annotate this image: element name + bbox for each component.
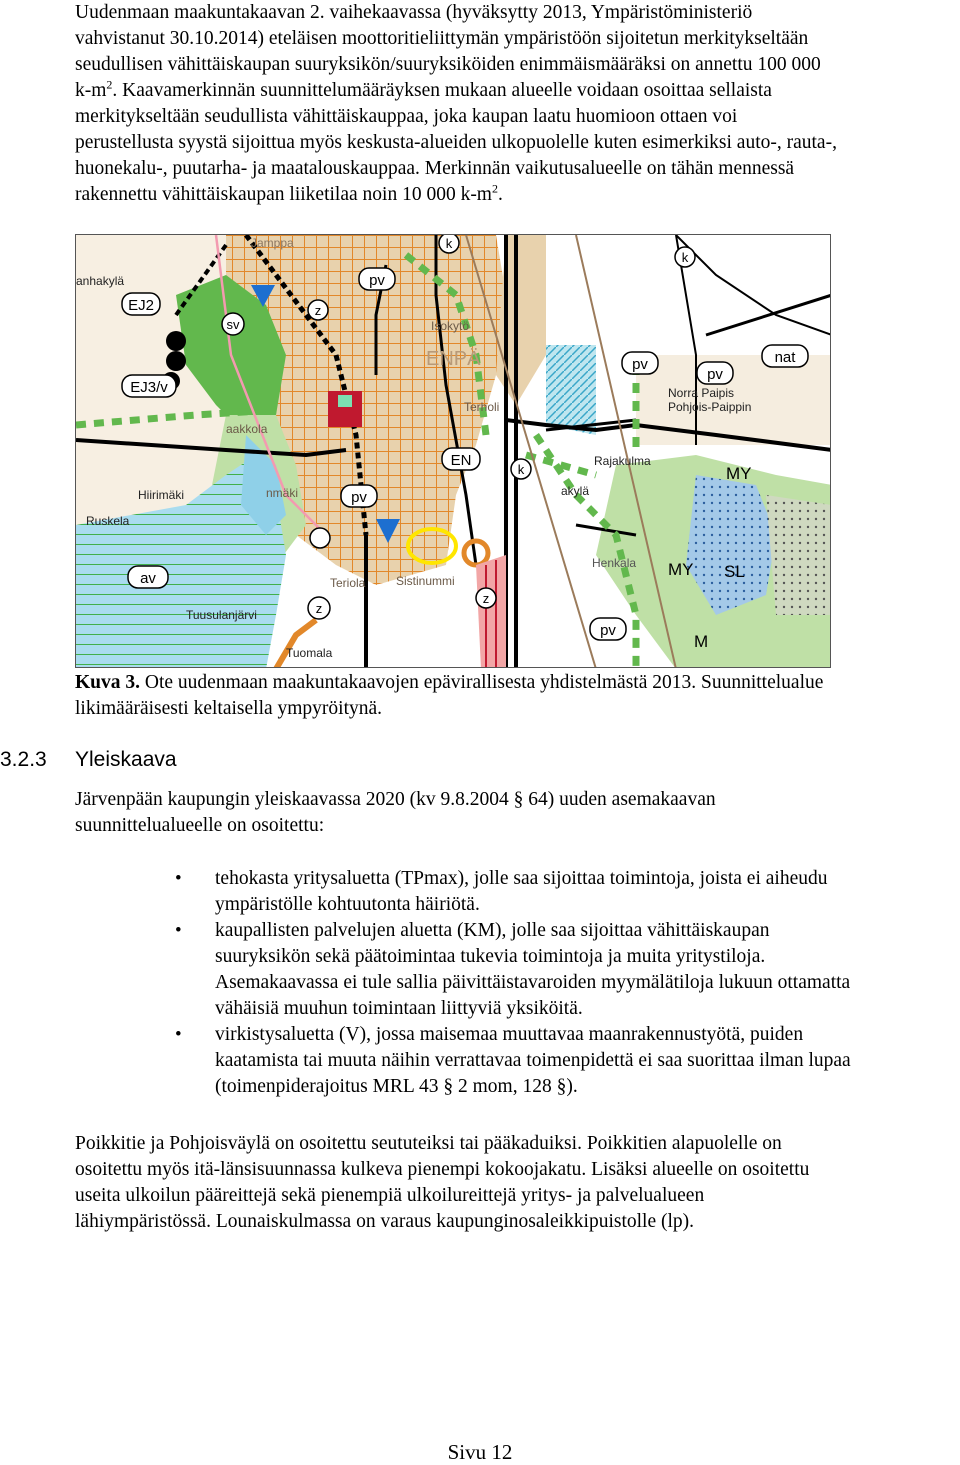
- list-item: [175, 1022, 960, 1100]
- page-number: Sivu 12: [447, 1440, 513, 1464]
- intro-line: vahvistanut 30.10.2014) eteläisen moottoritieliittymän ympäristöön sijoitetun merkitykseltään: [75, 28, 809, 49]
- map-place-label: Isokytö: [431, 319, 470, 333]
- bullet-marker: •: [175, 920, 182, 941]
- regional-plan-map: [75, 234, 831, 668]
- map-label: pv: [351, 489, 367, 506]
- map-place-label: Ruskela: [86, 514, 130, 528]
- map-label: k: [681, 250, 689, 265]
- map-place-label: Teriola: [330, 576, 366, 590]
- caption-label: Kuva 3.: [75, 672, 141, 693]
- intro-text: rakennettu vähittäiskaupan liiketilaa noin 10 000 k-m: [75, 184, 492, 205]
- map-place-label: anhakylä: [76, 274, 125, 288]
- map-label: EJ3/v: [130, 379, 168, 396]
- intro-line: perustellusta syystä sijoittua myös keskusta-alueiden ulkopuolelle kuten esimerkiksi auto-, rauta-,: [75, 132, 837, 153]
- map-place-label: Henkala: [592, 556, 637, 570]
- paragraph-line: Poikkitie ja Pohjoisväylä on osoitettu seututeiksi tai pääkaduiksi. Poikkitien alapuolelle on: [75, 1133, 782, 1154]
- list-line: Asemakaavassa ei tule sallia päivittäistavaroiden myymälätiloja lukuun ottamatta: [215, 972, 851, 993]
- map-label: EJ2: [128, 297, 154, 314]
- paragraph-line: Järvenpään kaupungin yleiskaavassa 2020 (kv 9.8.2004 § 64) uuden asemakaavan: [75, 789, 716, 810]
- intro-line: merkitykseltään seudullista vähittäiskauppaa, joka kaupan laatu huomioon ottaen voi: [75, 106, 738, 127]
- map-label: nat: [774, 349, 796, 366]
- section-heading: [0, 746, 177, 774]
- map-label: MY: [726, 464, 752, 483]
- caption-line: likimääräisesti keltaisella ympyröitynä.: [75, 698, 383, 719]
- map-place-label: Norra Paipis: [668, 386, 735, 400]
- list-item: [175, 866, 960, 918]
- list-line: kaatamista tai muuta näihin verrattavaa toimenpidettä ei saa suorittaa ilman lupaa: [215, 1050, 851, 1071]
- map-place-label: Rajakulma: [594, 454, 651, 468]
- section-title: Yleiskaava: [75, 748, 177, 771]
- list-line: ympäristölle kohtuutonta häiriötä.: [215, 894, 480, 915]
- intro-paragraph: [75, 0, 955, 208]
- map-place-label: Hiirimäki: [138, 488, 184, 502]
- map-place-label: nmäki: [266, 486, 299, 500]
- intro-text: k-m: [75, 80, 107, 101]
- yleiskaava-paragraph: [75, 787, 955, 839]
- map-place-label: Pohjois-Paippin: [668, 400, 752, 414]
- map-place-label: Tuusulanjärvi: [186, 608, 257, 622]
- map-place-label: Tuomala: [286, 646, 333, 660]
- superscript: 2: [106, 77, 113, 92]
- figure-caption: [75, 670, 823, 722]
- map-place-label: Sistinummi: [396, 574, 455, 588]
- paragraph-line: lähiympäristössä. Lounaiskulmassa on varaus kaupunginosaleikkipuistolle (lp).: [75, 1211, 695, 1232]
- map-place-label: Jamppa: [251, 236, 294, 250]
- intro-line: seudullisen vähittäiskaupan suuryksikön/suuryksiköiden enimmäismääräksi on annettu 100 000: [75, 54, 821, 75]
- list-line: kaupallisten palvelujen aluetta (KM), jolle saa sijoittaa vähittäiskaupan: [215, 920, 770, 941]
- map-label: k: [445, 236, 453, 251]
- map-label: pv: [369, 272, 385, 289]
- superscript: 2: [491, 181, 498, 196]
- map-place-label: aakkola: [226, 422, 268, 436]
- map-label: MY: [668, 560, 694, 579]
- intro-line: [75, 182, 955, 208]
- map-label: z: [315, 601, 323, 616]
- map-label: z: [314, 303, 322, 318]
- list-line: tehokasta yritysaluetta (TPmax), jolle saa sijoittaa toimintoja, joista ei aiheudu: [215, 868, 828, 889]
- map-label: SL: [724, 562, 745, 581]
- intro-text: .: [497, 184, 503, 205]
- list-line: vähäisiä muuhun toimintaan liittyviä yksiköitä.: [215, 998, 583, 1019]
- paragraph-line: suunnittelualueelle on osoitettu:: [75, 815, 325, 836]
- intro-text: . Kaavamerkinnän suunnittelumääräyksen mukaan alueelle voidaan osoittaa sellaista: [112, 80, 772, 101]
- intro-line: huonekalu-, puutarha- ja maatalouskauppaa. Merkinnän vaikutusalueelle on tähän mennessä: [75, 158, 795, 179]
- map-label: av: [140, 570, 156, 587]
- map-label: pv: [600, 622, 616, 639]
- bullet-marker: •: [175, 868, 182, 889]
- list-line: virkistysaluetta (V), jossa maisemaa muuttavaa maanrakennustyötä, puiden: [215, 1024, 804, 1045]
- map-label: k: [517, 462, 525, 477]
- map-place-label: akylä: [561, 484, 590, 498]
- list-item: [175, 918, 960, 1022]
- intro-line: Uudenmaan maakuntakaavan 2. vaihekaavassa (hyväksytty 2013, Ympäristöministeriö: [75, 2, 753, 23]
- map-place-label: Terholi: [464, 400, 500, 414]
- list-line: suuryksikön sekä päätoimintaa tukevia toimintoja ja muita yritystiloja.: [215, 946, 766, 967]
- map-label: M: [694, 632, 709, 651]
- list-line: (toimenpiderajoitus MRL 43 § 2 mom, 128 §).: [215, 1076, 578, 1097]
- caption-text: Ote uudenmaan maakuntakaavojen epävirallisesta yhdistelmästä 2013. Suunnittelualue: [140, 672, 824, 693]
- paragraph-line: osoitettu myös itä-länsisuunnassa kulkeva pienempi kokoojakatu. Lisäksi alueelle on osoitettu: [75, 1159, 810, 1180]
- intro-line: [75, 78, 955, 104]
- map-label: sv: [226, 317, 240, 332]
- bullet-marker: •: [175, 1024, 182, 1045]
- map-label: pv: [632, 356, 648, 373]
- caption-line: [75, 670, 823, 696]
- map-label: pv: [707, 366, 723, 383]
- section-number: 3.2.3: [0, 748, 47, 771]
- paragraph-line: useita ulkoilun pääreittejä sekä pienempiä ulkoilureittejä yritys- ja palvelualueen: [75, 1185, 705, 1206]
- map-label: z: [482, 591, 490, 606]
- zoning-list: [175, 866, 960, 1100]
- map-place-label: ENPÄ: [426, 348, 481, 370]
- map-label: EN: [450, 452, 472, 469]
- closing-paragraph: [75, 1131, 955, 1235]
